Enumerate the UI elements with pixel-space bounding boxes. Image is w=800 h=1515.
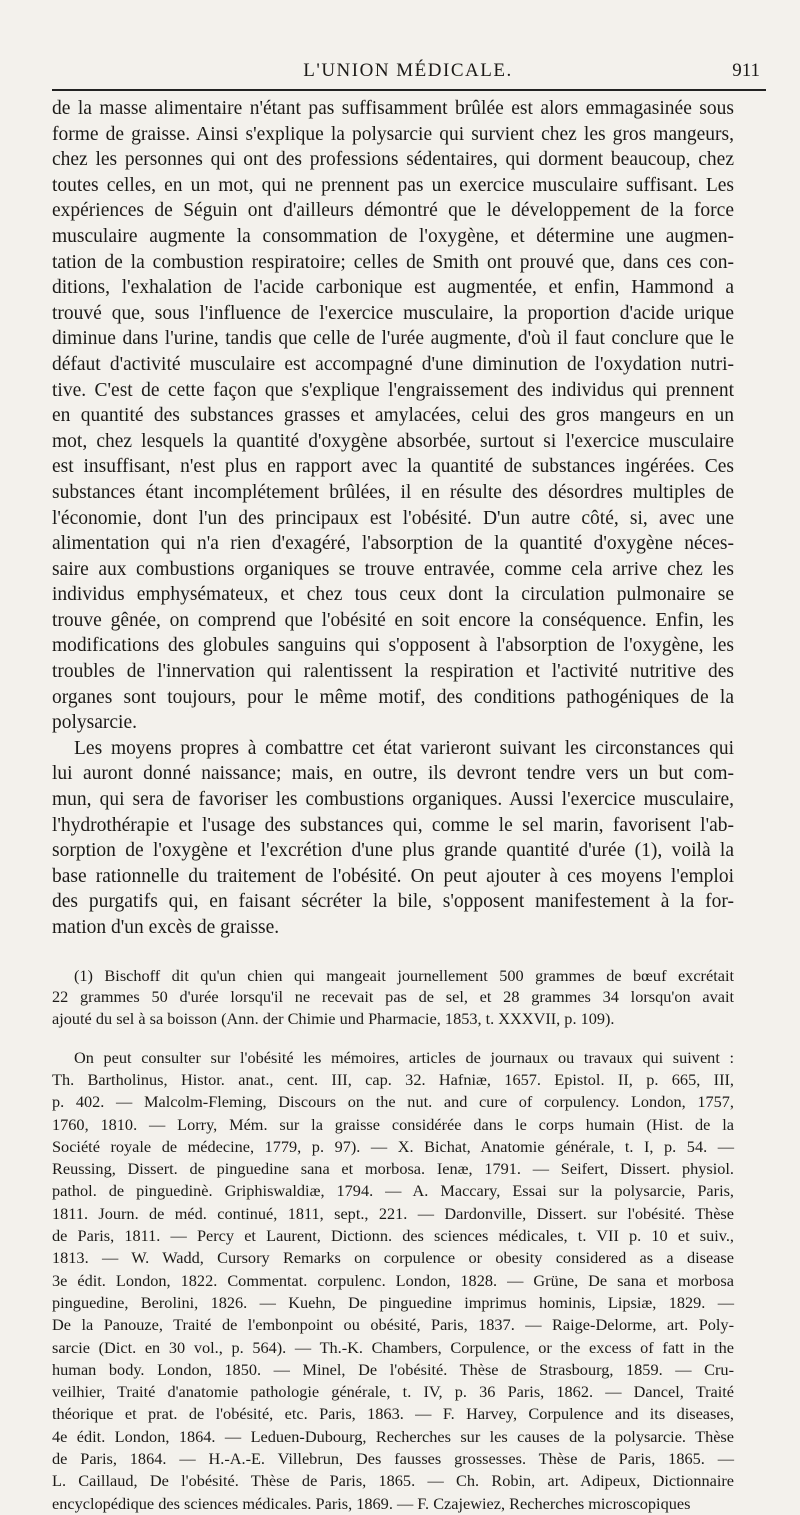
text-line: mot, chez lesquels la quantité d'oxygène absorbée, surtout si l'exercice musculaire [52, 430, 734, 452]
text-line: l'hydrothérapie et l'usage des substances qui, comme le sel marin, favorisent l'ab- [52, 814, 734, 836]
text-line: toutes celles, en un mot, qui ne prennent pas un exercice musculaire suffisant. Les [52, 174, 734, 196]
text-line: 3e édit. London, 1822. Commentat. corpulenc. London, 1828. — Grüne, De sana et morbosa [52, 1270, 734, 1290]
text-line: expériences de Séguin ont d'ailleurs démontré que le développement de la force [52, 200, 734, 222]
text-line: pinguedine, Berolini, 1826. — Kuehn, De pinguedine imprimus hominis, Lipsiæ, 1829. — [52, 1292, 734, 1312]
text-line: trouve gênée, on comprend que l'obésité en soit encore la conséquence. Enfin, les [52, 609, 734, 631]
text-line: ajouté du sel à sa boisson (Ann. der Chimie und Pharmacie, 1853, t. XXXVII, p. 109). [52, 1009, 615, 1028]
text-line: On peut consulter sur l'obésité les mémoires, articles de journaux ou travaux qui suivent : [74, 1047, 734, 1067]
text-line: Th. Bartholinus, Histor. anat., cent. III, cap. 32. Hafniæ, 1657. Epistol. II, p. 665, III, [52, 1070, 734, 1089]
text-line: pathol. de pinguedinè. Griphiswaldiæ, 1794. — A. Maccary, Essai sur la polysarcie, Paris, [52, 1181, 734, 1201]
page-number: 911 [732, 60, 760, 81]
text-line: p. 402. — Malcolm-Fleming, Discours on the nut. and cure of corpulency. London, 1757, [52, 1092, 734, 1112]
text-line: trouvé que, sous l'influence de l'exercice musculaire, la proportion d'acide urique [52, 302, 734, 324]
body-paragraph-1 [52, 96, 734, 736]
text-line: tation de la combustion respiratoire; celles de Smith ont prouvé que, dans ces con- [52, 251, 734, 273]
text-line: de la masse alimentaire n'étant pas suffisamment brûlée est alors emmagasinée sous [52, 98, 734, 119]
text-line: musculaire augmente la consommation de l'oxygène, et détermine une augmen- [52, 225, 734, 247]
text-line: saire aux combustions organiques se trouve entravée, comme cela arrive chez les [52, 558, 734, 580]
header-rule [52, 89, 766, 91]
text-line: mun, qui sera de favoriser les combustions organiques. Aussi l'exercice musculaire, [52, 789, 734, 811]
text-line: Les moyens propres à combattre cet état varieront suivant les circonstances qui [74, 737, 734, 759]
body-paragraph-2 [52, 736, 734, 941]
text-line: 1760, 1810. — Lorry, Mém. sur la graisse considérée dans le corps humain (Hist. de la [52, 1114, 734, 1134]
text-line: substances étant incomplétement brûlées, il en résulte des désordres multiples de [52, 481, 734, 503]
text-line: organes sont toujours, pour le même motif, des conditions pathogéniques de la [52, 686, 734, 708]
text-line: forme de graisse. Ainsi s'explique la polysarcie qui survient chez les gros mangeurs, [52, 123, 734, 145]
bibliography [52, 1047, 734, 1515]
text-line: base rationnelle du traitement de l'obésité. On peut ajouter à ces moyens l'emploi [52, 865, 734, 887]
text-line: 22 grammes 50 d'urée lorsqu'il ne recevait pas de sel, et 28 grammes 34 lorsqu'on avait [52, 987, 734, 1007]
text-line: des purgatifs qui, en faisant sécréter la bile, s'opposent manifestement à la for- [52, 891, 734, 913]
running-header [52, 56, 764, 92]
text-line: De la Panouze, Traité de l'embonpoint ou obésité, Paris, 1837. — Raige-Delorme, art. Poly- [52, 1315, 734, 1335]
page-body [52, 96, 734, 1515]
text-line: Société royale de médecine, 1779, p. 97). — X. Bichat, Anatomie générale, t. I, p. 54. — [52, 1136, 734, 1156]
text-line: en quantité des substances grasses et amylacées, celui des gros mangeurs en un [52, 405, 734, 427]
text-line: 1813. — W. Wadd, Cursory Remarks on corpulence or obesity considered as a disease [52, 1248, 734, 1268]
text-line: est insuffisant, n'est plus en rapport avec la quantité de substances ingérées. Ces [52, 456, 734, 478]
text-line: human body. London, 1850. — Minel, De l'obésité. Thèse de Strasbourg, 1859. — Cru- [52, 1359, 734, 1379]
text-line: tive. C'est de cette façon que s'explique l'engraissement des individus qui prennent [52, 379, 734, 401]
text-line: l'économie, dont l'un des principaux est l'obésité. D'un autre côté, si, avec une [52, 507, 734, 529]
text-line: défaut d'activité musculaire est accompagné d'une diminution de l'oxydation nutri- [52, 353, 734, 375]
text-line: sorption de l'oxygène et l'excrétion d'une plus grande quantité d'urée (1), voilà la [52, 840, 734, 862]
text-line: ditions, l'exhalation de l'acide carbonique est augmentée, et enfin, Hammond a [52, 277, 734, 299]
text-line: troubles de l'innervation qui ralentissent la respiration et l'activité nutritive des [52, 661, 734, 683]
text-line: diminue dans l'urine, tandis que celle de l'urée augmente, d'où il faut conclure que le [52, 328, 734, 350]
text-line: individus emphysémateux, et chez tous ceux dont la circulation pulmonaire se [52, 584, 734, 606]
running-title: L'UNION MÉDICALE. [303, 60, 513, 81]
text-line: mation d'un excès de graisse. [52, 917, 280, 938]
text-line: 1811. Journ. de méd. continué, 1811, sept., 221. — Dardonville, Dissert. sur l'obésité. Thèse [52, 1203, 734, 1223]
text-line: lui auront donné naissance; mais, en outre, ils devront tendre vers un but com- [52, 763, 734, 785]
text-line: encyclopédique des sciences médicales. Paris, 1869. — F. Czajewiez, Recherches microscopiques [52, 1493, 691, 1513]
text-line: (1) Bischoff dit qu'un chien qui mangeait journellement 500 grammes de bœuf excrétait [74, 965, 734, 985]
text-line: veilhier, Traité d'anatomie pathologie générale, t. IV, p. 36 Paris, 1862. — Dancel, Traité [52, 1382, 734, 1402]
text-line: polysarcie. [52, 712, 138, 734]
text-line: chez les personnes qui ont des professions sédentaires, qui dorment beaucoup, chez [52, 149, 734, 171]
text-line: L. Caillaud, De l'obésité. Thèse de Paris, 1865. — Ch. Robin, art. Adipeux, Dictionnaire [52, 1471, 734, 1491]
text-line: alimentation qui n'a rien d'exagéré, l'absorption de la quantité d'oxygène néces- [52, 533, 734, 555]
footnote [52, 965, 734, 1030]
text-line: de Paris, 1864. — H.-A.-E. Villebrun, Des fausses grossesses. Thèse de Paris, 1865. — [52, 1449, 734, 1469]
text-line: sarcie (Dict. en 30 vol., p. 564). — Th.-K. Chambers, Corpulence, or the excess of fatt in the [52, 1337, 734, 1357]
text-line: 4e édit. London, 1864. — Leduen-Dubourg, Recherches sur les causes de la polysarcie. Thèse [52, 1426, 734, 1446]
text-line: modifications des globules sanguins qui s'opposent à l'absorption de l'oxygène, les [52, 635, 734, 657]
text-line: théorique et prat. de l'obésité, etc. Paris, 1863. — F. Harvey, Corpulence and its diseases, [52, 1404, 734, 1424]
text-line: de Paris, 1811. — Percy et Laurent, Dictionn. des sciences médicales, t. VII p. 10 et suiv., [52, 1226, 734, 1246]
text-line: Reussing, Dissert. de pinguedine sana et morbosa. Ienæ, 1791. — Seifert, Dissert. physiol. [52, 1159, 734, 1179]
